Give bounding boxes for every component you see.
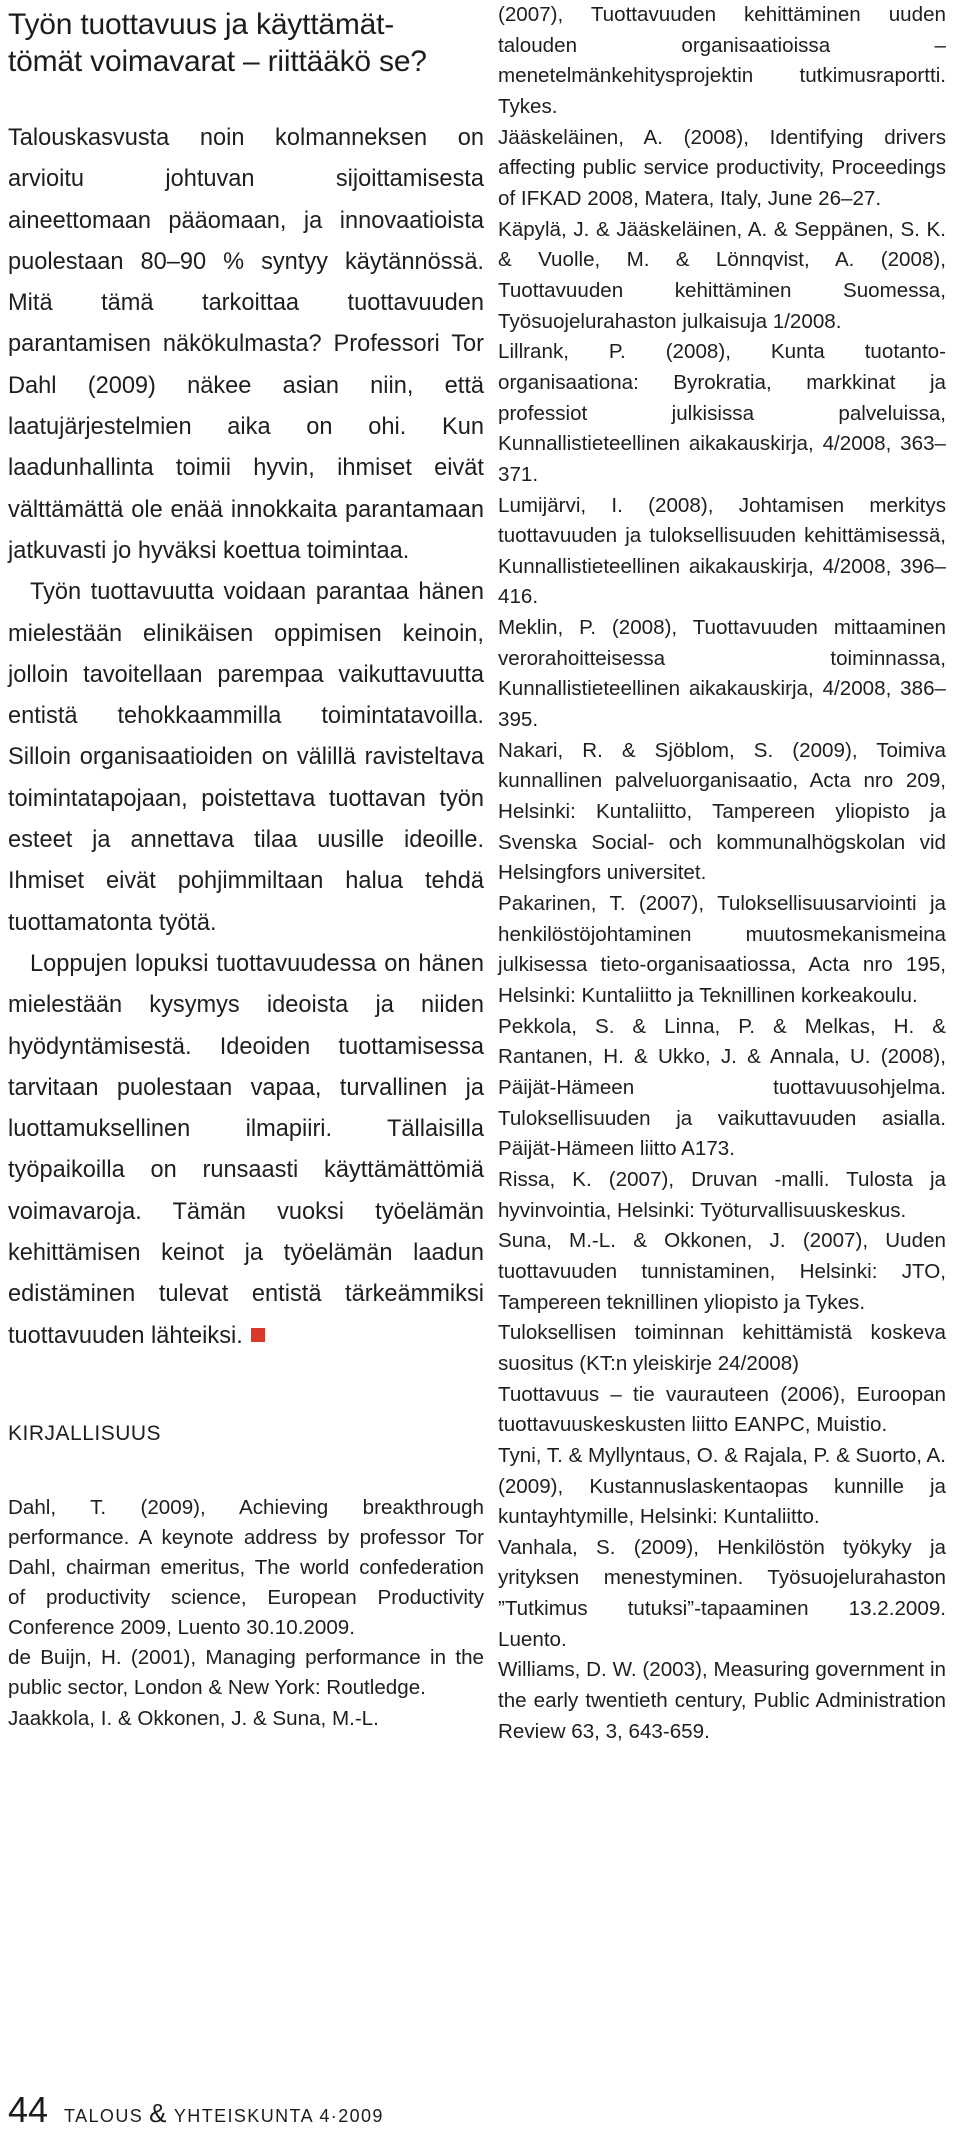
- article-body: [8, 118, 484, 1357]
- reference-item: Pakarinen, T. (2007), Tuloksellisuusarviointi ja henkilöstöjohtaminen muutosmekanismeina julkisessa tieto-organisaatiossa, Acta nro 195, Helsinki: Kuntaliitto ja Teknillinen korkeakoulu.: [498, 892, 946, 1007]
- publication-name-part-2: YHTEISKUNTA: [173, 2106, 313, 2126]
- page-footer: [8, 2090, 384, 2138]
- references-heading: KIRJALLISUUS: [8, 1421, 162, 1445]
- body-paragraph-3-text: Loppujen lopuksi tuottavuudessa on hänen mielestään kysymys ideoista ja niiden hyödyntämisestä. Ideoiden tuottamisessa tarvitaan puolestaan vapaa, turvallinen ja luottamuksellinen ilmapiiri. Tällaisilla työpaikoilla on runsaasti käyttämättömiä voimavaroja. Tämän vuoksi työelämän kehittämisen keinot ja työelämän laadun edistäminen tulevat entistä tärkeämmiksi tuottavuuden lähteiksi.: [8, 950, 484, 1349]
- publication-name-part-1: TALOUS: [64, 2106, 144, 2126]
- reference-item: Nakari, R. & Sjöblom, S. (2009), Toimiva kunnallinen palveluorganisaatio, Acta nro 209, Helsinki: Kuntaliitto, Tampereen yliopisto ja Svenska Social- och kommunalhögskolan vid Helsingfors universitet.: [498, 738, 946, 885]
- reference-item: Jääskeläinen, A. (2008), Identifying drivers affecting public service productivity, Proceedings of IFKAD 2008, Matera, Italy, June 26–27.: [498, 125, 946, 210]
- reference-item: Jaakkola, I. & Okkonen, J. & Suna, M.-L.: [8, 1706, 379, 1730]
- article-title-line-1: Työn tuottavuus ja käyttämät-: [8, 8, 395, 41]
- reference-item: de Buijn, H. (2001), Managing performance in the public sector, London & New York: Routledge.: [8, 1646, 484, 1700]
- article-title: [8, 6, 484, 80]
- reference-item: Tyni, T. & Myllyntaus, O. & Rajala, P. & Suorto, A. (2009), Kustannuslaskentaopas kunnille ja kuntayhtymille, Helsinki: Kuntaliitto.: [498, 1443, 946, 1529]
- reference-item: Lumijärvi, I. (2008), Johtamisen merkitys tuottavuuden ja tuloksellisuuden kehittämisessä, Kunnallistieteellinen aikakauskirja, 4/2008, 396–416.: [498, 493, 946, 609]
- reference-item: Tuloksellisen toiminnan kehittämistä koskeva suositus (KT:n yleiskirje 24/2008): [498, 1321, 946, 1375]
- body-paragraph-1: Talouskasvusta noin kolmanneksen on arvioitu johtuvan sijoittamisesta aineettomaan pääomaan, ja innovaatioista puolestaan 80–90 % syntyy käytännössä. Mitä tämä tarkoittaa tuottavuuden parantamisen näkökulmasta? Professori Tor Dahl (2009) näkee asian niin, että laatujärjestelmien aika on ohi. Kun laadunhallinta toimii hyvin, ihmiset eivät välttämättä ole enää innokkaita parantamaan jatkuvasti jo hyväksi koettua toimintaa.: [8, 125, 484, 564]
- body-paragraph-3: [8, 944, 484, 1357]
- reference-item: Dahl, T. (2009), Achieving breakthrough performance. A keynote address by professor Tor Dahl, chairman emeritus, The world confederation of productivity science, European Productivity Conference 2009, Luento 30.10.2009.: [8, 1495, 484, 1640]
- reference-item: Rissa, K. (2007), Druvan -malli. Tulosta ja hyvinvointia, Helsinki: Työturvallisuuskeskus.: [498, 1167, 946, 1222]
- reference-item: Pekkola, S. & Linna, P. & Melkas, H. & Rantanen, H. & Ukko, J. & Annala, U. (2008), Päijät-Hämeen tuottavuusohjelma. Tuloksellisuuden ja vaikuttavuuden asialla. Päijät-Hämeen liitto A173.: [498, 1014, 946, 1161]
- body-paragraph-2: Työn tuottavuutta voidaan parantaa hänen mielestään elinikäisen oppimisen keinoin, jolloin tavoitellaan parempaa vaikuttavuutta entistä tehokkaammilla toimintatavoilla. Silloin organisaatioiden on välillä ravisteltava toimintatapojaan, poistettava tuottavan työn esteet ja annettava tilaa uusille ideoille. Ihmiset eivät pohjimmiltaan halua tehdä tuottamatonta työtä.: [8, 579, 484, 936]
- reference-item: Vanhala, S. (2009), Henkilöstön työkyky ja yrityksen menestyminen. Työsuojelurahaston ”Tutkimus tutuksi”-tapaaminen 13.2.2009. Luento.: [498, 1535, 946, 1651]
- reference-item: Lillrank, P. (2008), Kunta tuotanto-organisaationa: Byrokratia, markkinat ja professiot julkisissa palveluissa, Kunnallistieteellinen aikakauskirja, 4/2008, 363–371.: [498, 340, 946, 486]
- references-list-right: [498, 0, 946, 1747]
- left-column: [8, 0, 484, 1734]
- page-number: 44: [8, 2089, 49, 2130]
- article-title-line-2: tömät voimavarat – riittääkö se?: [8, 45, 427, 78]
- end-of-article-square-icon: [251, 1328, 265, 1342]
- reference-item: Käpylä, J. & Jääskeläinen, A. & Seppänen, S. K. & Vuolle, M. & Lönnqvist, A. (2008), Tuottavuuden kehittäminen Suomessa, Työsuojelurahaston julkaisuja 1/2008.: [498, 217, 946, 333]
- publication-name: [64, 2098, 384, 2129]
- reference-item: Williams, D. W. (2003), Measuring government in the early twentieth century, Public Administration Review 63, 3, 643-659.: [498, 1658, 946, 1743]
- publication-ampersand: &: [149, 2098, 168, 2128]
- references-list-left: [8, 1493, 484, 1734]
- reference-item: Tuottavuus – tie vaurauteen (2006), Euroopan tuottavuuskeskusten liitto EANPC, Muistio.: [498, 1382, 946, 1437]
- right-column: [498, 0, 946, 1747]
- reference-item: (2007), Tuottavuuden kehittäminen uuden talouden organisaatioissa – menetelmänkehitysprojektin tutkimusraportti. Tykes.: [498, 3, 946, 118]
- reference-item: Suna, M.-L. & Okkonen, J. (2007), Uuden tuottavuuden tunnistaminen, Helsinki: JTO, Tampereen teknillinen yliopisto ja Tykes.: [498, 1229, 946, 1314]
- reference-item: Meklin, P. (2008), Tuottavuuden mittaaminen verorahoitteisessa toiminnassa, Kunnallistieteellinen aikakauskirja, 4/2008, 386–395.: [498, 616, 946, 732]
- issue-number: 4·2009: [319, 2106, 384, 2126]
